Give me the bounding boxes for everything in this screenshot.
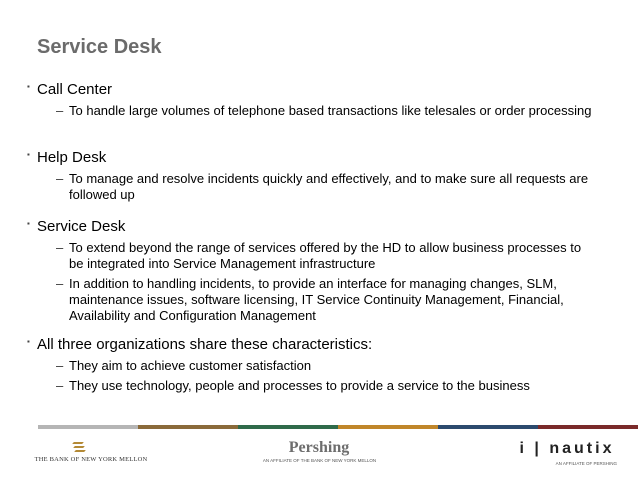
sub-bullet-item [56,171,597,203]
sub-bullet-item [56,358,597,374]
bullet-item [27,335,597,354]
bullet-call-center [27,80,597,119]
footer-bar-segment [438,425,538,429]
square-bullet-icon: ▪ [27,337,30,346]
footer-color-bar [38,425,638,429]
bullet-help-desk [27,148,597,203]
sub-bullet-text: In addition to handling incidents, to provide an interface for managing changes, SLM, maintenance issues, software licensing, IT Service Continuity Management, Financial, Availability and Configuration Management [69,276,564,323]
sub-bullet-text: To extend beyond the range of services offered by the HD to allow business processes to be integrated into Service Management infrastructure [69,240,582,271]
bullet-service-desk [27,217,597,324]
bny-emblem-icon [70,441,84,453]
bullet-item [27,148,597,167]
sub-bullet-item [56,378,597,394]
sub-bullet-item [56,240,597,272]
dash-bullet-icon: – [56,171,64,186]
inautix-name: i | nautix [519,440,615,457]
bullet-characteristics [27,335,597,394]
dash-bullet-icon: – [56,276,64,291]
sub-bullet-text: They aim to achieve customer satisfaction [69,358,312,373]
bullet-text: All three organizations share these characteristics: [37,336,373,353]
footer-bar-segment [338,425,438,429]
footer-bar-segment [538,425,638,429]
slide-title: Service Desk [37,36,162,58]
sub-bullet-text: To manage and resolve incidents quickly and effectively, and to make sure all requests are followed up [69,171,589,202]
inautix-logo [517,440,617,470]
footer-bar-segment [38,425,138,429]
pershing-tagline: AN AFFILIATE OF THE BANK OF NEW YORK MELLON [262,458,377,463]
bny-mellon-name: THE BANK OF NEW YORK MELLON [34,456,148,463]
bullet-text: Help Desk [37,149,107,166]
dash-bullet-icon: – [56,103,64,118]
footer-bar-segment [138,425,238,429]
dash-bullet-icon: – [56,378,64,393]
square-bullet-icon: ▪ [27,150,30,159]
sub-bullet-item [56,276,597,324]
inautix-tagline: AN AFFILIATE OF PERSHING [555,461,617,466]
dash-bullet-icon: – [56,240,64,255]
sub-bullet-item [56,103,597,119]
bny-mellon-logo [16,441,166,469]
pershing-logo [262,439,377,469]
bullet-text: Call Center [37,81,113,98]
bullet-item [27,217,597,236]
sub-bullet-text: To handle large volumes of telephone based transactions like telesales or order processing [69,103,592,118]
dash-bullet-icon: – [56,358,64,373]
square-bullet-icon: ▪ [27,82,30,91]
bullet-item [27,80,597,99]
bullet-text: Service Desk [37,218,126,235]
sub-bullet-text: They use technology, people and processes to provide a service to the business [69,378,530,393]
square-bullet-icon: ▪ [27,219,30,228]
footer-bar-segment [238,425,338,429]
pershing-name: Pershing [288,439,350,456]
